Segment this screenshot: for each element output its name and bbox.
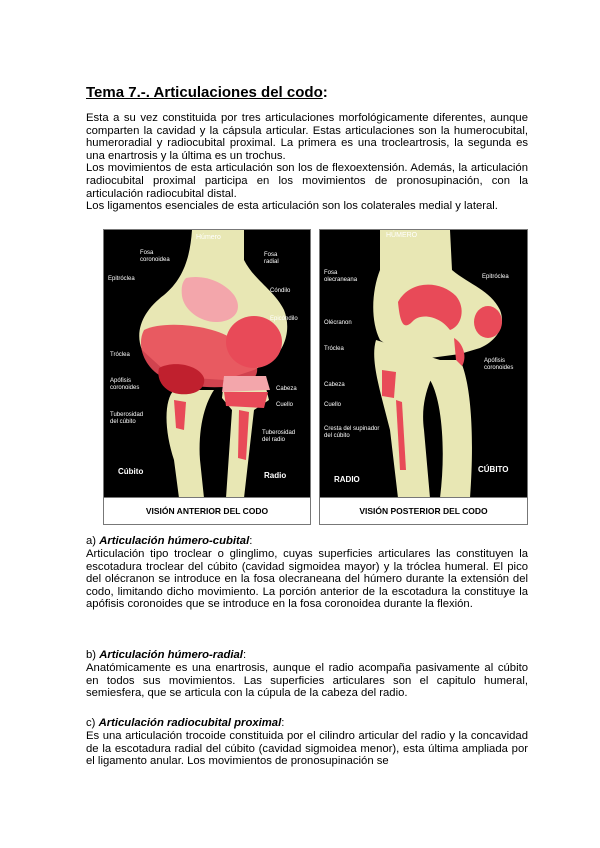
anterior-epitroclea-label: Epitróclea [108,276,135,282]
anterior-cuello-label: Cuello [276,402,294,408]
anterior-apofisis-label: Apófisis coronoides [110,378,140,391]
document-page [86,84,528,213]
posterior-troclea-label: Tróclea [324,346,344,352]
section-text: Anatómicamente es una enartrosis, aunque el radio acompaña pasivamente al cúbito en todos sus movimientos. Las superficies articulares son el capitulo humeral, semiesfera, que se articula con la cúpula de la cabeza del radio. [86,662,528,700]
intro-paragraph-1: Esta a su vez constituida por tres articulaciones morfológicamente diferentes, aunque comparten la cavidad y la cápsula articular. Estas articulaciones son la humerocubital, humeroradial y radiocubital proximal. La primera es una trocleartrosis, la segunda es una enartrosis y la última es un trochus. [86,112,528,162]
posterior-apofisis-label: Apófisis coronoides [484,358,514,371]
section-text: Articulación tipo troclear o glinglimo, cuyas superficies articulares las constituyen la escotadura troclear del cúbito (cavidad sigmoidea mayor) y la tróclea humeral. El pico del olécranon se introduce en la fosa olecraneana del húmero durante la extensión del codo, limitando dicho movimiento. La porción anterior de la escotadura la constituye la apófisis coronoides que se introduce en la fosa coronoidea durante la flexión. [86,548,528,611]
posterior-humero-label: HÚMERO [386,232,418,239]
anterior-cubito-label: Cúbito [118,467,144,476]
anterior-figure-caption: VISIÓN ANTERIOR DEL CODO [104,497,310,524]
anterior-troclea-label: Tróclea [110,352,130,358]
section-humero-radial [86,649,528,700]
section-humero-cubital [86,535,528,611]
anterior-elbow-figure [103,229,311,525]
intro-paragraph-3: Los ligamentos esenciales de esta articulación son los colaterales medial y lateral. [86,200,498,213]
posterior-fosa-olecraneana-label: Fosa olecraneana [324,270,358,283]
elbow-figures [103,229,527,525]
anterior-cabeza-label: Cabeza [276,386,297,392]
posterior-cresta-label: Cresta del supinador del cúbito [324,426,380,439]
anterior-elbow-illustration [104,230,310,498]
section-heading: c) Articulación radiocubital proximal: [86,717,285,729]
anterior-condilo-label: Cóndilo [270,288,291,294]
section-text: Es una articulación trocoide constituida por el cilindro articular del radio y la concavidad de la escotadura radial del cúbito (cavidad sigmoidea menor), esta última ampliada por el ligamento anular. Los movimientos de pronosupinación se [86,730,528,768]
posterior-cubito-label: CÚBITO [478,465,509,474]
anterior-fosa-radial-label: Fosa radial [264,252,279,265]
posterior-epitroclea-label: Epitróclea [482,274,509,280]
anterior-epicondilo-label: Epicóndilo [270,316,298,322]
page-title: Tema 7.-. Articulaciones del codo: [86,84,328,101]
anterior-humero-label: Húmero [196,234,221,241]
anterior-radio-label: Radio [264,471,287,480]
posterior-cuello-label: Cuello [324,402,342,408]
posterior-cabeza-label: Cabeza [324,382,345,388]
anterior-tuberosidad-radio-label: Tuberosidad del radio [262,430,296,443]
posterior-olecranon-label: Olécranon [324,320,352,326]
section-radiocubital-proximal [86,717,528,768]
intro-paragraph-2: Los movimientos de esta articulación son los de flexoextensión. Además, la articulación radiocubital proximal participa en los movimientos de pronosupinación, con la articulación radiocubital distal. [86,162,528,200]
posterior-figure-caption: VISIÓN POSTERIOR DEL CODO [320,497,527,524]
posterior-elbow-figure [319,229,528,525]
section-heading: b) Articulación húmero-radial: [86,649,247,661]
section-heading: a) Articulación húmero-cubital: [86,535,253,547]
anterior-tuberosidad-cubito-label: Tuberosidad del cúbito [110,412,144,425]
posterior-radio-label: RADIO [334,475,360,484]
anterior-fosa-coronoidea-label: Fosa coronoidea [140,250,170,263]
